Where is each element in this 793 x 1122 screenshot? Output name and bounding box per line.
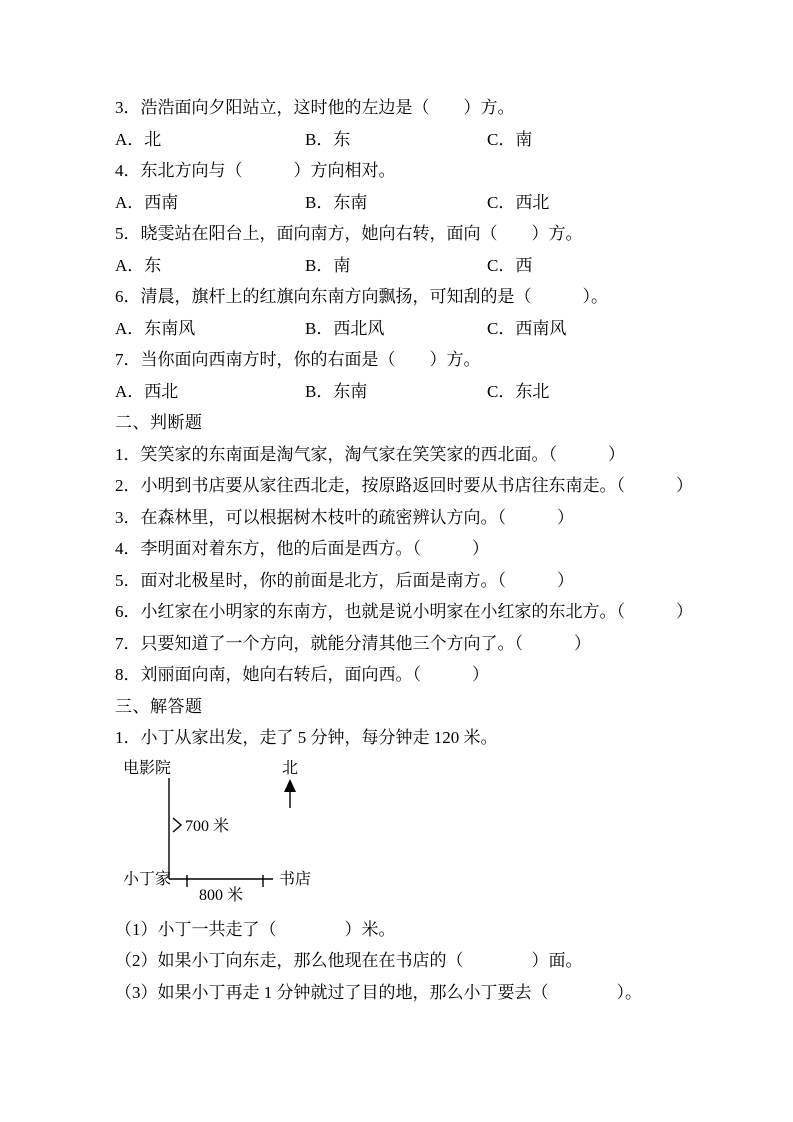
judgement-item-1: 1．笑笑家的东南面是淘气家，淘气家在笑笑家的西北面。（ ） xyxy=(115,444,625,464)
horizontal-distance-label: 800 米 xyxy=(199,886,244,904)
judgement-section-title: 二、判断题 xyxy=(115,413,203,432)
north-arrow-icon xyxy=(284,779,296,808)
question-3-option-c: C．南 xyxy=(487,129,533,149)
question-6-option-a: A．东南风 xyxy=(115,318,196,338)
north-label: 北 xyxy=(282,759,299,777)
question-5-options xyxy=(115,250,698,282)
solve-subquestion-3: （3）如果小丁再走 1 分钟就过了目的地，那么小丁要去（ ）。 xyxy=(115,982,642,1002)
judgement-item-3: 3．在森林里，可以根据树木枝叶的疏密辨认方向。（ ） xyxy=(115,507,574,527)
question-6-options xyxy=(115,313,698,345)
question-4-options xyxy=(115,187,698,219)
question-7-options xyxy=(115,376,698,408)
question-7-option-c: C．东北 xyxy=(487,381,550,401)
question-3-option-b: B．东 xyxy=(305,129,351,149)
multiple-choice-section xyxy=(115,92,698,407)
question-6-option-c: C．西南风 xyxy=(487,318,567,338)
route-diagram xyxy=(115,754,698,914)
solve-section-title: 三、解答题 xyxy=(115,696,203,716)
route-diagram-svg xyxy=(123,758,373,910)
question-5-option-a: A．东 xyxy=(115,255,162,275)
solve-question-intro: 1．小丁从家出发，走了 5 分钟，每分钟走 120 米。 xyxy=(115,728,498,747)
question-7-option-b: B．东南 xyxy=(305,381,368,401)
question-4-option-b: B．东南 xyxy=(305,192,368,212)
solve-subquestion-1: （1）小丁一共走了（ ）米。 xyxy=(115,919,396,939)
question-7-text: 7．当你面向西南方时，你的右面是（ ）方。 xyxy=(115,350,481,369)
question-5-option-b: B．南 xyxy=(305,255,351,275)
question-3-text: 3．浩浩面向夕阳站立，这时他的左边是（ ）方。 xyxy=(115,98,515,117)
question-5-text: 5．晓雯站在阳台上，面向南方，她向右转，面向（ ）方。 xyxy=(115,224,583,243)
judgement-item-4: 4．李明面对着东方，他的后面是西方。（ ） xyxy=(115,539,489,558)
question-3-option-a: A．北 xyxy=(115,129,162,149)
judgement-item-8: 8．刘丽面向南，她向右转后，面向西。（ ） xyxy=(115,665,489,684)
question-4-text: 4．东北方向与（ ）方向相对。 xyxy=(115,161,396,180)
judgement-item-2: 2．小明到书店要从家往西北走，按原路返回时要从书店往东南走。（ ） xyxy=(115,476,693,495)
judgement-item-5: 5．面对北极星时，你的前面是北方，后面是南方。（ ） xyxy=(115,570,574,590)
judgement-item-7: 7．只要知道了一个方向，就能分清其他三个方向了。（ ） xyxy=(115,633,591,653)
judgement-item-6: 6．小红家在小明家的东南方，也就是说小明家在小红家的东北方。（ ） xyxy=(115,602,693,621)
question-5-option-c: C．西 xyxy=(487,255,533,275)
home-label: 小丁家 xyxy=(123,870,172,888)
solve-section xyxy=(115,691,698,1009)
question-6-option-b: B．西北风 xyxy=(305,318,385,338)
bookstore-label: 书店 xyxy=(279,870,312,888)
question-7-option-a: A．西北 xyxy=(115,381,179,401)
vertical-distance-label: 700 米 xyxy=(185,817,230,835)
question-4-option-a: A．西南 xyxy=(115,192,179,212)
solve-subquestion-2: （2）如果小丁向东走，那么他现在在书店的（ ）面。 xyxy=(115,951,583,970)
question-4-option-c: C．西北 xyxy=(487,192,550,212)
distance-pointer-icon xyxy=(173,818,181,832)
question-3-options xyxy=(115,124,698,156)
question-6-text: 6．清晨，旗杆上的红旗向东南方向飘扬，可知刮的是（ ）。 xyxy=(115,287,608,306)
cinema-label: 电影院 xyxy=(123,759,172,777)
judgement-section xyxy=(115,407,698,691)
